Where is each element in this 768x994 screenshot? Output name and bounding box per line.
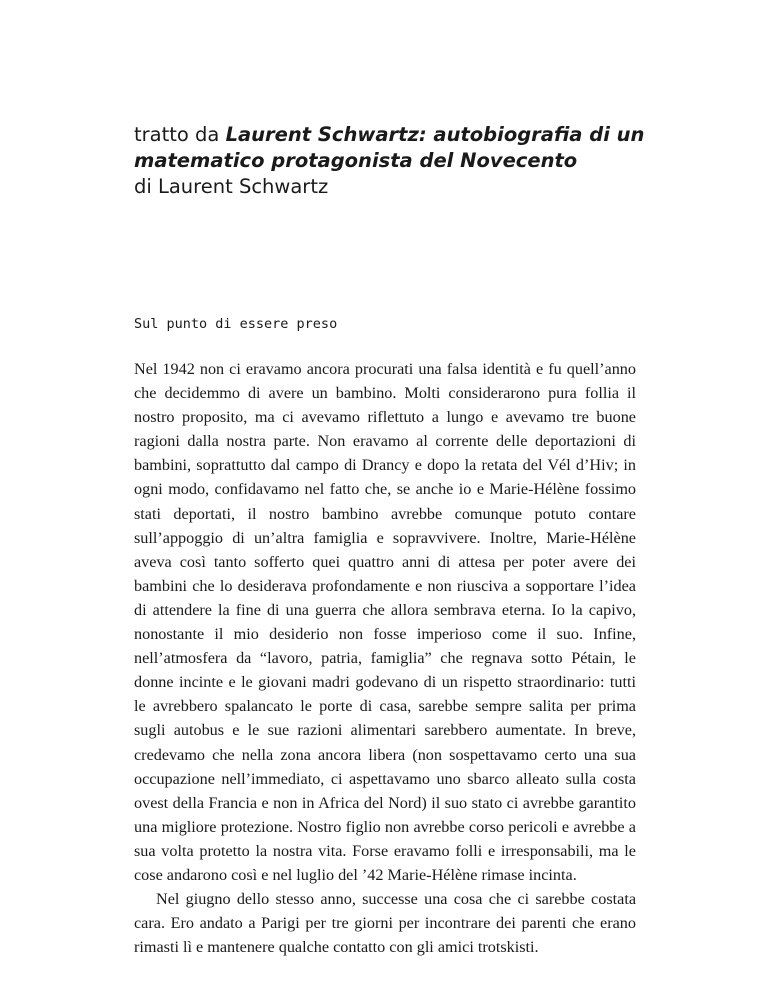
heading-line-2 (134, 148, 674, 174)
section-title: Sul punto di essere preso (134, 316, 338, 332)
paragraph-1: Nel 1942 non ci eravamo ancora procurati una falsa identità e fu quell’anno che decidemmo di avere un bambino. Molti considerarono pura follia il nostro proposito, ma ci avevamo riflettuto a lungo e avevamo tre buone ragioni dalla nostra parte. Non eravamo al corrente delle deportazioni di bambini, soprattutto dal campo di Drancy e dopo la retata del Vél d’Hiv; in ogni modo, confidavamo nel fatto che, se anche io e Marie-Hélène fossimo stati deportati, il nostro bambino avrebbe comunque potuto contare sull’appoggio di un’altra famiglia e sopravvivere. Inoltre, Marie-Hélène aveva così tanto sofferto quei quattro anni di attesa per poter avere dei bambini che lo desiderava profondamente e non riusciva a sopportare l’idea di attendere la fine di una guerra che allora sembrava eterna. Io la capivo, nonostante il mio desiderio non fosse imperioso come il suo. Infine, nell’atmosfera da “lavoro, patria, famiglia” che regnava sotto Pétain, le donne incinte e le giovani madri godevano di un rispetto straordinario: tutti le avrebbero spalancato le porte di casa, sarebbe sempre salita per prima sugli autobus e le sue razioni alimentari sarebbero aumentate. In breve, credevamo che nella zona ancora libera (non sospettavamo certo una sua occupazione nell’immediato, ci aspettavamo uno sbarco alleato sulla costa ovest della Francia e non in Africa del Nord) il suo stato ci avrebbe garantito una migliore protezione. Nostro figlio non avrebbe corso pericoli e avrebbe a sua volta protetto la nostra vita. Forse eravamo folli e irresponsabili, ma le cose andarono così e nel luglio del ’42 Marie-Hélène rimase incinta. (134, 360, 636, 884)
book-title-part-1: Laurent Schwartz: autobiografia di un (225, 123, 645, 146)
heading-line-1 (134, 122, 674, 148)
paragraph-2: Nel giugno dello stesso anno, successe una cosa che ci sarebbe costata cara. Ero andato a Parigi per tre giorni per incontrare dei parenti che erano rimasti lì e mantenere qualche contatto con gli amici trotskisti. (134, 890, 636, 957)
document-heading (134, 122, 674, 200)
author-line: di Laurent Schwartz (134, 175, 329, 198)
book-title-part-2: matematico protagonista del Novecento (134, 149, 578, 172)
body-text (134, 357, 636, 959)
heading-prefix: tratto da (134, 123, 220, 146)
